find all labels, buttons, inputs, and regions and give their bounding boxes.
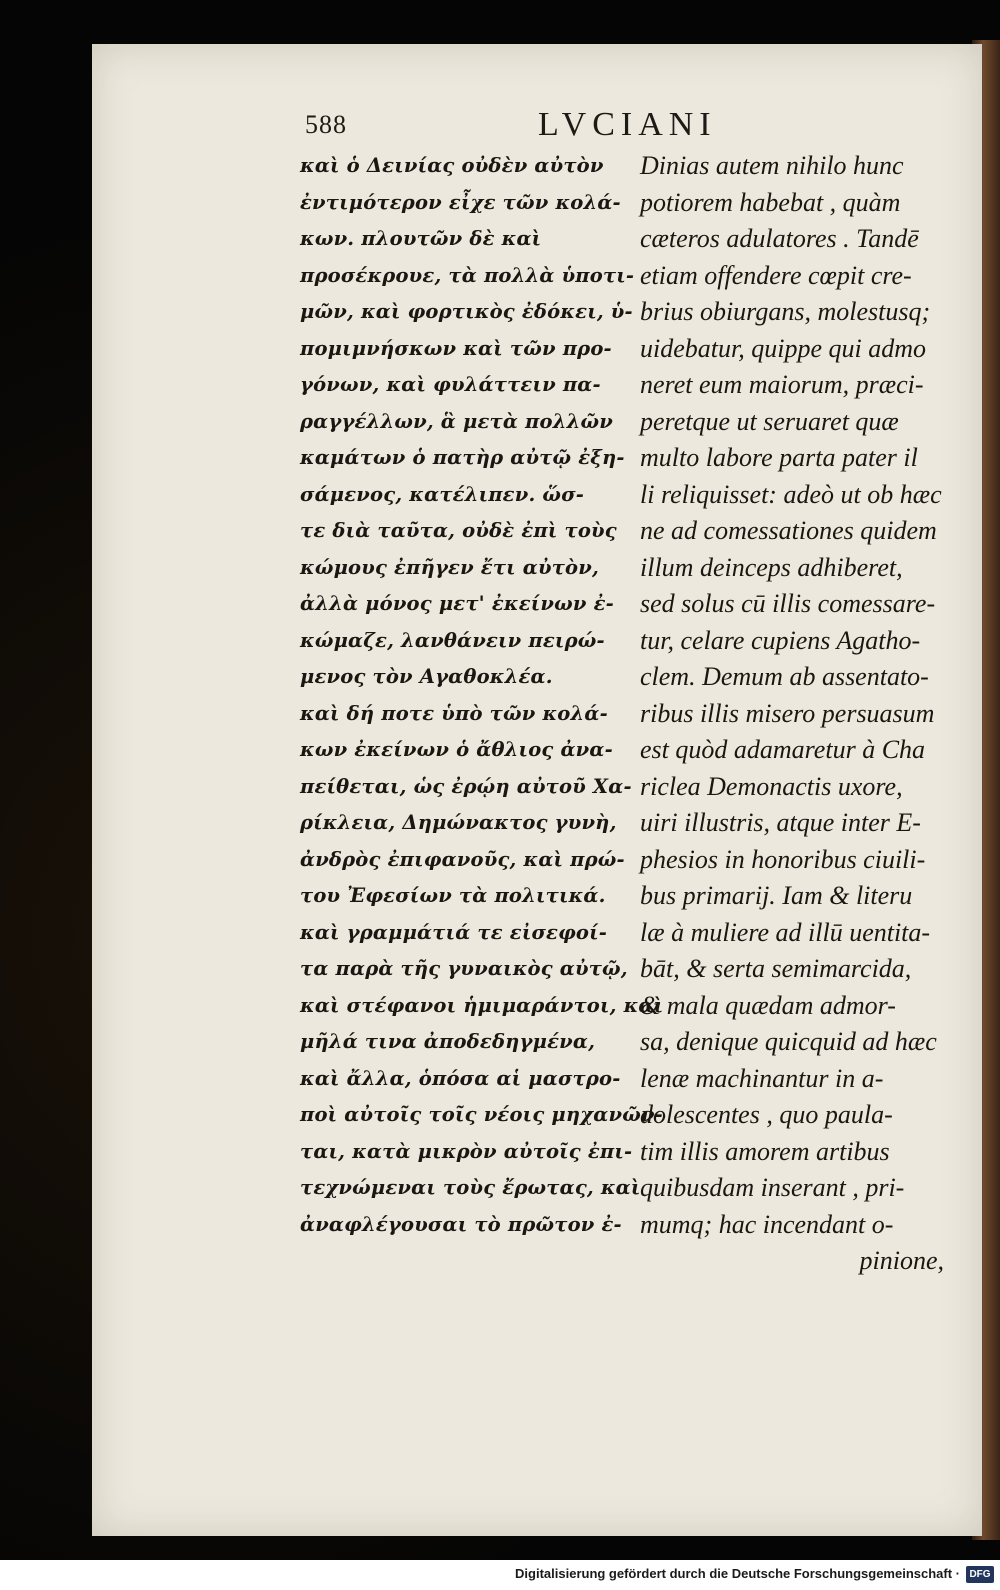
dfg-logo: DFG: [966, 1566, 994, 1583]
greek-text-line: μενος τὸν Αγαθοκλέα.: [300, 665, 553, 688]
latin-text-line: quibusdam inserant , pri-: [640, 1173, 905, 1202]
latin-text-line: tim illis amorem artibus: [640, 1136, 890, 1166]
greek-text-line: ἀνδρὸς ἐπιφανοῦς, καὶ πρώ-: [300, 847, 625, 871]
latin-text-line: cæteros adulatores . Tandē: [640, 224, 919, 253]
greek-text-line: κώμους ἐπῆγεν ἔτι αὐτὸν,: [300, 555, 599, 579]
latin-text-line: multo labore parta pater il: [640, 443, 918, 472]
greek-text-line: καμάτων ὁ πατὴρ αὐτῷ ἐξη-: [300, 446, 625, 469]
latin-text-line: brius obiurgans, molestusq;: [640, 297, 931, 326]
latin-text-line: ribus illis misero persuasum: [640, 698, 935, 728]
greek-text-line: ραγγέλλων, ἃ μετὰ πολλῶν: [300, 409, 613, 433]
greek-text-line: σάμενος, κατέλιπεν. ὥσ-: [300, 482, 585, 506]
greek-text-line: ποὶ αὐτοῖς τοῖς νέοις μηχανῶν-: [300, 1103, 663, 1126]
greek-text-line: κων ἐκείνων ὁ ἄθλιος ἀνα-: [300, 738, 613, 761]
greek-text-line: τα παρὰ τῆς γυναικὸς αὐτῷ,: [300, 957, 628, 980]
funding-credit: Digitalisierung gefördert durch die Deutsche Forschungsgemeinschaft ·: [515, 1566, 960, 1581]
latin-text-line: tur, celare cupiens Agatho-: [640, 625, 921, 655]
greek-text-line: γόνων, καὶ φυλάττειν πα-: [300, 373, 601, 396]
greek-text-line: ται, κατὰ μικρὸν αὐτοῖς ἐπι-: [300, 1139, 633, 1163]
greek-text-line: καὶ ὁ Δεινίας οὐδὲν αὐτὸν: [300, 154, 604, 177]
latin-text-line: etiam offendere cœpit cre-: [640, 260, 912, 290]
latin-text-line: clem. Demum ab assentato-: [640, 662, 929, 691]
latin-text-line: sed solus cū illis comessare-: [640, 589, 936, 618]
greek-text-line: τε διὰ ταῦτα, οὐδὲ ἐπὶ τοὺς: [300, 519, 617, 542]
latin-text-line: mumq; hac incendant o-: [640, 1209, 894, 1239]
greek-text-line: πείθεται, ὡς ἐρῴη αὐτοῦ Χα-: [300, 774, 632, 798]
latin-text-line: neret eum maiorum, præci-: [640, 370, 924, 399]
latin-text-line: sa, denique quicquid ad hæc: [640, 1027, 937, 1056]
latin-text-line: illum deinceps adhiberet,: [640, 552, 903, 582]
greek-text-line: μῆλά τινα ἀποδεδηγμένα,: [300, 1030, 596, 1053]
greek-text-line: μῶν, καὶ φορτικὸς ἐδόκει, ὑ-: [300, 300, 633, 323]
latin-text-line: li reliquisset: adeò ut ob hæc: [640, 479, 942, 509]
latin-text-line: læ à muliere ad illū uentita-: [640, 917, 931, 947]
greek-text-line: ἀναφλέγουσαι τὸ πρῶτον ἐ-: [300, 1212, 622, 1236]
greek-text-line: προσέκρουε, τὰ πολλὰ ὑποτι-: [300, 263, 635, 287]
latin-text-line: est quòd adamaretur à Cha: [640, 735, 926, 764]
latin-text-line: & mala quædam admor-: [640, 990, 896, 1020]
digitization-footer: [0, 1560, 1000, 1590]
latin-text-line: peretque ut seruaret quæ: [640, 406, 899, 436]
greek-text-line: καὶ στέφανοι ἡμιμαράντοι, καὶ: [300, 993, 664, 1017]
greek-text-line: του Ἐφεσίων τὰ πολιτικά.: [300, 884, 606, 907]
latin-text-line: riclea Demonactis uxore,: [640, 771, 903, 801]
latin-text-line: Dinias autem nihilo hunc: [640, 151, 904, 180]
latin-text-line: bāt, & serta semimarcida,: [640, 954, 912, 983]
latin-text-line: potiorem habebat , quàm: [640, 187, 901, 217]
latin-text-line: bus primarij. Iam & literu: [640, 881, 913, 910]
greek-text-line: καὶ ἄλλα, ὁπόσα αἱ μαστρο-: [300, 1066, 621, 1090]
latin-text-line: uiri illustris, atque inter E-: [640, 808, 921, 837]
page-number: 588: [305, 110, 347, 139]
latin-text-line: ne ad comessationes quidem: [640, 516, 937, 545]
latin-text-line: pinione,: [859, 1246, 944, 1275]
greek-text-line: κώμαζε, λανθάνειν πειρώ-: [300, 628, 605, 652]
greek-text-line: πομιμνήσκων καὶ τῶν προ-: [300, 336, 612, 360]
latin-text-line: phesios in honoribus ciuili-: [640, 844, 926, 874]
greek-text-line: ἐντιμότερον εἶχε τῶν κολά-: [300, 190, 621, 214]
running-head: LVCIANI: [538, 106, 717, 143]
greek-text-line: καὶ δή ποτε ὑπὸ τῶν κολά-: [300, 701, 608, 725]
latin-text-column: [640, 148, 950, 1280]
greek-text-line: κων. πλουτῶν δὲ καὶ: [300, 227, 542, 250]
greek-text-line: τεχνώμεναι τοὺς ἔρωτας, καὶ: [300, 1176, 641, 1199]
greek-text-line: ἀλλὰ μόνος μετ' ἐκείνων ἐ-: [300, 592, 614, 615]
latin-text-line: dolescentes , quo paula-: [640, 1100, 893, 1129]
latin-text-line: lenæ machinantur in a-: [640, 1063, 884, 1093]
greek-text-column: [300, 148, 664, 1243]
greek-text-line: καὶ γραμμάτιά τε εἰσεφοί-: [300, 920, 608, 944]
latin-text-line: uidebatur, quippe qui admo: [640, 333, 926, 363]
greek-text-line: ρίκλεια, Δημώνακτος γυνὴ,: [300, 811, 617, 834]
